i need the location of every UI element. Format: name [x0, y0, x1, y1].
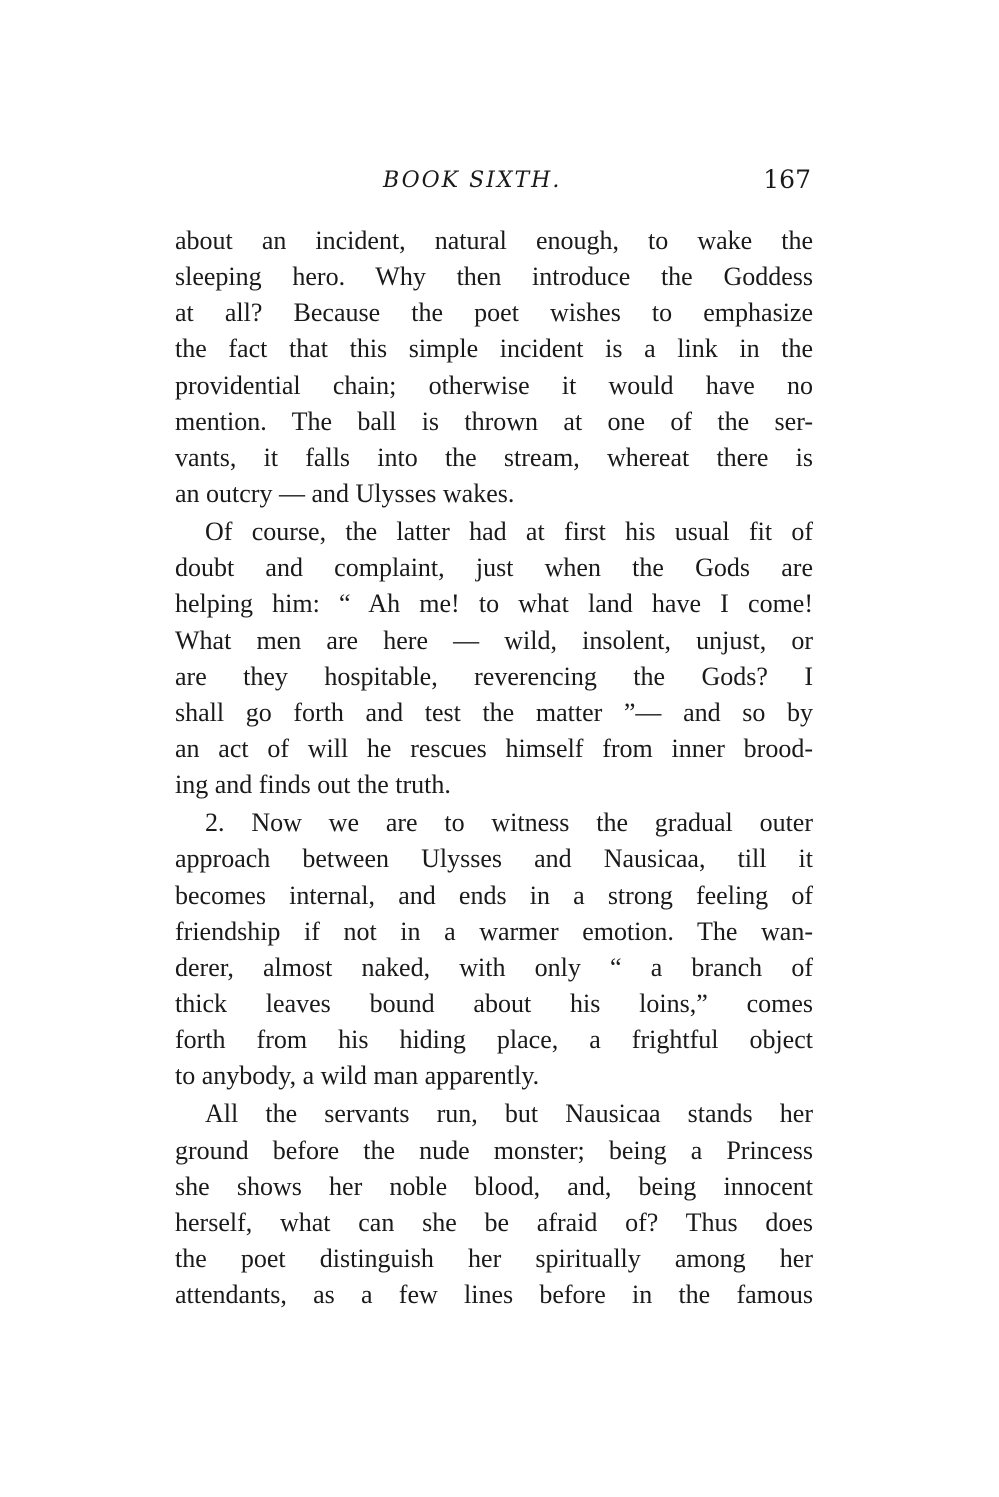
- running-head: [175, 165, 815, 202]
- paragraph: [175, 223, 813, 512]
- body-text: [175, 223, 813, 1313]
- text-line: mention. The ball is thrown at one of the ser-: [175, 406, 813, 436]
- text-line: attendants, as a few lines before in the famous: [175, 1280, 813, 1310]
- text-line: at all? Because the poet wishes to emphasize: [175, 298, 813, 328]
- text-line: helping him: “ Ah me! to what land have I come!: [175, 589, 813, 619]
- text-line: thick leaves bound about his loins,” comes: [175, 988, 813, 1018]
- text-line: All the servants run, but Nausicaa stands her: [205, 1099, 813, 1129]
- page-number: 167: [763, 165, 811, 194]
- text-line: What men are here — wild, insolent, unjust, or: [175, 625, 813, 655]
- text-line: derer, almost naked, with only “ a branch of: [175, 952, 813, 982]
- text-line: herself, what can she be afraid of? Thus does: [175, 1207, 813, 1237]
- text-line: she shows her noble blood, and, being innocent: [175, 1171, 813, 1201]
- paragraph: [175, 514, 813, 803]
- text-line: doubt and complaint, just when the Gods are: [175, 553, 813, 583]
- paragraph: [175, 805, 813, 1094]
- running-title: BOOK SIXTH.: [383, 168, 562, 193]
- text-line: an outcry — and Ulysses wakes.: [175, 478, 515, 508]
- text-line: providential chain; otherwise it would have no: [175, 370, 813, 400]
- text-line: about an incident, natural enough, to wake the: [175, 226, 813, 255]
- text-line: forth from his hiding place, a frightful object: [175, 1025, 813, 1055]
- text-line: an act of will he rescues himself from inner brood-: [175, 733, 813, 763]
- paragraph: [175, 1096, 813, 1313]
- text-line: friendship if not in a warmer emotion. The wan-: [175, 916, 813, 946]
- text-line: the fact that this simple incident is a link in the: [175, 334, 813, 364]
- text-line: ing and finds out the truth.: [175, 770, 451, 800]
- text-line: vants, it falls into the stream, whereat there is: [175, 442, 813, 472]
- text-line: Of course, the latter had at first his usual fit of: [205, 517, 813, 547]
- text-line: shall go forth and test the matter ”— and so by: [175, 697, 813, 727]
- text-line: are they hospitable, reverencing the Gods? I: [175, 661, 813, 691]
- text-line: becomes internal, and ends in a strong feeling of: [175, 880, 813, 910]
- text-line: approach between Ulysses and Nausicaa, till it: [175, 844, 813, 874]
- text-line: to anybody, a wild man apparently.: [175, 1061, 540, 1091]
- text-line: the poet distinguish her spiritually among her: [175, 1243, 813, 1273]
- text-line: ground before the nude monster; being a Princess: [175, 1135, 813, 1165]
- text-line: 2. Now we are to witness the gradual outer: [205, 808, 813, 838]
- text-line: sleeping hero. Why then introduce the Goddess: [175, 262, 813, 292]
